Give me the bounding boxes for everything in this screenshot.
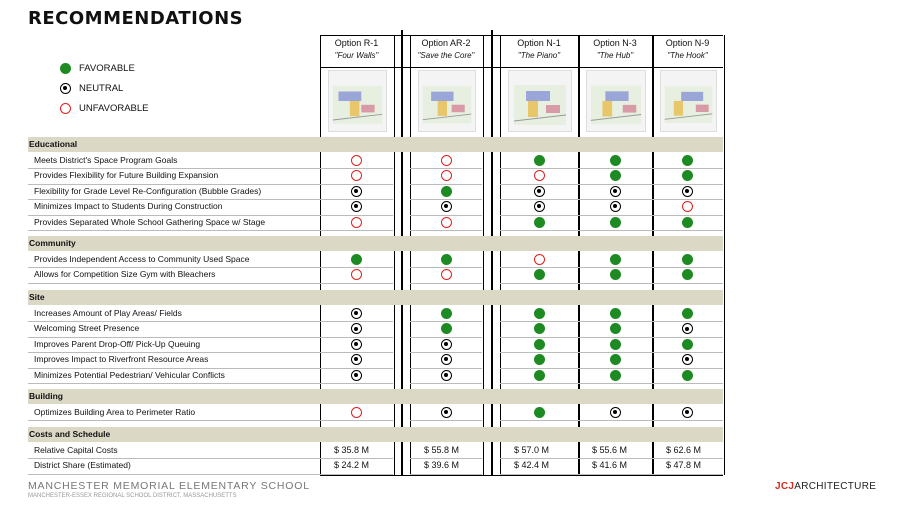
cell-divider xyxy=(500,458,578,459)
neutral-icon xyxy=(682,186,693,197)
cost-value: $ 55.8 M xyxy=(424,445,460,455)
cell-divider xyxy=(320,458,393,459)
favorable-icon xyxy=(610,354,621,365)
favorable-icon xyxy=(534,269,545,280)
cell-divider xyxy=(320,184,393,185)
cell-divider xyxy=(500,215,578,216)
favorable-icon xyxy=(534,339,545,350)
site-plan-thumbnail xyxy=(508,70,572,132)
cell-divider xyxy=(410,283,482,284)
row-divider xyxy=(28,352,320,353)
cell-divider xyxy=(652,168,723,169)
option-name: Option N-1 xyxy=(517,38,561,48)
cell-divider xyxy=(320,368,393,369)
cell-divider xyxy=(652,199,723,200)
row-divider xyxy=(28,267,320,268)
site-plan-thumbnail xyxy=(660,70,717,132)
favorable-icon xyxy=(534,407,545,418)
neutral-icon xyxy=(441,354,452,365)
cell-divider xyxy=(500,199,578,200)
section-bar xyxy=(28,389,723,404)
footer-district: MANCHESTER-ESSEX REGIONAL SCHOOL DISTRICT, MASSACHUSETTS xyxy=(28,493,237,499)
option-header xyxy=(500,35,578,60)
cost-value: $ 41.6 M xyxy=(592,460,628,471)
unfavorable-icon xyxy=(441,269,452,280)
unfavorable-icon xyxy=(534,170,545,181)
row-divider xyxy=(28,368,320,369)
neutral-icon xyxy=(534,186,545,197)
cell-divider xyxy=(320,474,393,475)
cell-divider xyxy=(578,458,652,459)
footer-logo: JCJARCHITECTURE xyxy=(775,481,877,492)
row-divider xyxy=(28,215,320,216)
option-name: Option N-9 xyxy=(665,38,710,48)
option-name: Option R-1 xyxy=(334,38,379,48)
criterion-label: Provides Flexibility for Future Building Expansion xyxy=(34,170,219,181)
favorable-icon xyxy=(610,339,621,350)
cell-divider xyxy=(578,420,652,421)
option-name: Option N-3 xyxy=(593,38,637,48)
favorable-icon xyxy=(682,217,693,228)
cell-divider xyxy=(500,352,578,353)
cell-divider xyxy=(410,337,482,338)
favorable-icon xyxy=(682,155,693,166)
criterion-label: Provides Separated Whole School Gathering Space w/ Stage xyxy=(34,216,266,227)
cell-divider xyxy=(652,267,723,268)
favorable-icon xyxy=(534,155,545,166)
option-nickname: "Save the Core" xyxy=(417,51,475,60)
criterion-label: Optimizes Building Area to Perimeter Ratio xyxy=(34,407,196,417)
cell-divider xyxy=(410,267,482,268)
cell-divider xyxy=(500,383,578,384)
neutral-icon xyxy=(610,186,621,197)
favorable-icon xyxy=(60,63,71,74)
header-bottom-line xyxy=(320,475,723,476)
cell-divider xyxy=(410,352,482,353)
group-divider xyxy=(401,30,403,475)
neutral-icon xyxy=(610,201,621,212)
cell-divider xyxy=(410,474,482,475)
row-divider xyxy=(28,184,320,185)
section-bar xyxy=(28,427,723,442)
unfavorable-icon xyxy=(351,217,362,228)
cell-divider xyxy=(500,267,578,268)
cell-divider xyxy=(652,352,723,353)
neutral-icon xyxy=(610,407,621,418)
criterion-label: Improves Impact to Riverfront Resource Areas xyxy=(34,354,209,365)
cell-divider xyxy=(578,368,652,369)
favorable-icon xyxy=(610,217,621,228)
section-bar xyxy=(28,236,723,251)
site-plan-thumbnail xyxy=(418,70,476,132)
cost-value: $ 55.6 M xyxy=(592,445,628,455)
criterion-label: Improves Parent Drop-Off/ Pick-Up Queuing xyxy=(34,338,201,349)
favorable-icon xyxy=(610,269,621,280)
cell-divider xyxy=(500,184,578,185)
favorable-icon xyxy=(534,354,545,365)
option-header xyxy=(652,35,723,60)
cell-divider xyxy=(500,283,578,284)
row-divider xyxy=(28,474,320,475)
cell-divider xyxy=(500,368,578,369)
criterion-label: Increases Amount of Play Areas/ Fields xyxy=(34,308,182,318)
cell-divider xyxy=(320,321,393,322)
header-mid-line xyxy=(320,67,723,68)
cell-divider xyxy=(578,230,652,231)
group-divider xyxy=(491,30,493,475)
neutral-icon xyxy=(441,407,452,418)
cell-divider xyxy=(578,199,652,200)
row-divider xyxy=(28,283,320,284)
neutral-icon xyxy=(441,201,452,212)
cell-divider xyxy=(410,168,482,169)
neutral-icon xyxy=(351,186,362,197)
neutral-icon xyxy=(351,308,362,319)
cell-divider xyxy=(410,215,482,216)
section-title: Educational xyxy=(29,139,78,149)
cell-divider xyxy=(578,474,652,475)
criterion-label: Provides Independent Access to Community Used Space xyxy=(34,254,250,264)
option-nickname: "The Hub" xyxy=(596,51,634,60)
cell-divider xyxy=(410,383,482,384)
cell-divider xyxy=(500,230,578,231)
cost-value: $ 42.4 M xyxy=(514,460,550,471)
cell-divider xyxy=(500,420,578,421)
row-divider xyxy=(28,458,320,459)
site-plan-thumbnail xyxy=(328,70,387,132)
cell-divider xyxy=(410,321,482,322)
row-divider xyxy=(28,168,320,169)
favorable-icon xyxy=(441,308,452,319)
cell-divider xyxy=(410,230,482,231)
section-title: Costs and Schedule xyxy=(29,429,111,439)
legend-item xyxy=(60,63,135,74)
favorable-icon xyxy=(682,339,693,350)
cell-divider xyxy=(320,215,393,216)
cell-divider xyxy=(320,337,393,338)
legend-item xyxy=(60,83,123,94)
unfavorable-icon xyxy=(534,254,545,265)
cost-value: $ 24.2 M xyxy=(334,460,370,471)
cell-divider xyxy=(652,383,723,384)
cell-divider xyxy=(578,337,652,338)
favorable-icon xyxy=(682,254,693,265)
cost-value: $ 39.6 M xyxy=(424,460,460,471)
page-title: RECOMMENDATIONS xyxy=(28,8,244,29)
favorable-icon xyxy=(610,254,621,265)
cell-divider xyxy=(652,215,723,216)
site-plan-thumbnail xyxy=(586,70,646,132)
row-divider xyxy=(28,420,320,421)
cell-divider xyxy=(652,184,723,185)
favorable-icon xyxy=(610,323,621,334)
cell-divider xyxy=(410,458,482,459)
footer-school-name: MANCHESTER MEMORIAL ELEMENTARY SCHOOL xyxy=(28,480,310,492)
favorable-icon xyxy=(351,254,362,265)
row-divider xyxy=(28,383,320,384)
criterion-label: Minimizes Impact to Students During Construction xyxy=(34,201,223,212)
cell-divider xyxy=(578,283,652,284)
neutral-icon xyxy=(441,370,452,381)
cell-divider xyxy=(652,368,723,369)
criterion-label: Relative Capital Costs xyxy=(34,445,118,455)
cell-divider xyxy=(410,184,482,185)
cell-divider xyxy=(652,230,723,231)
legend-item xyxy=(60,103,149,114)
cell-divider xyxy=(578,168,652,169)
favorable-icon xyxy=(534,217,545,228)
favorable-icon xyxy=(682,370,693,381)
cell-divider xyxy=(410,420,482,421)
cell-divider xyxy=(500,337,578,338)
favorable-icon xyxy=(610,155,621,166)
unfavorable-icon xyxy=(441,155,452,166)
option-nickname: "Four Walls" xyxy=(334,51,379,60)
cell-divider xyxy=(652,420,723,421)
cell-divider xyxy=(652,458,723,459)
favorable-icon xyxy=(610,308,621,319)
option-nickname: "The Piano" xyxy=(517,51,561,60)
unfavorable-icon xyxy=(351,155,362,166)
cost-value: $ 35.8 M xyxy=(334,445,370,455)
cell-divider xyxy=(320,352,393,353)
cell-divider xyxy=(578,383,652,384)
section-title: Site xyxy=(29,292,45,302)
section-title: Building xyxy=(29,391,63,401)
cell-divider xyxy=(320,199,393,200)
favorable-icon xyxy=(682,308,693,319)
criterion-label: Flexibility for Grade Level Re-Configuration (Bubble Grades) xyxy=(34,185,262,196)
cell-divider xyxy=(320,283,393,284)
favorable-icon xyxy=(441,254,452,265)
cell-divider xyxy=(652,337,723,338)
cell-divider xyxy=(500,168,578,169)
cell-divider xyxy=(578,184,652,185)
favorable-icon xyxy=(534,323,545,334)
cell-divider xyxy=(500,321,578,322)
legend-label: NEUTRAL xyxy=(79,83,124,94)
option-header xyxy=(320,35,393,60)
cell-divider xyxy=(652,474,723,475)
favorable-icon xyxy=(534,308,545,319)
section-bar xyxy=(28,137,723,152)
cell-divider xyxy=(578,352,652,353)
option-header xyxy=(578,35,652,60)
cell-divider xyxy=(652,283,723,284)
cell-divider xyxy=(578,321,652,322)
criterion-label: Minimizes Potential Pedestrian/ Vehicular Conflicts xyxy=(34,369,225,380)
favorable-icon xyxy=(610,170,621,181)
legend-label: FAVORABLE xyxy=(79,63,135,74)
cell-divider xyxy=(578,215,652,216)
criterion-label: District Share (Estimated) xyxy=(34,460,131,471)
neutral-icon xyxy=(351,339,362,350)
legend-label: UNFAVORABLE xyxy=(79,103,149,114)
section-bar xyxy=(28,290,723,305)
criterion-label: Meets District's Space Program Goals xyxy=(34,155,178,165)
cell-divider xyxy=(652,321,723,322)
cost-value: $ 47.8 M xyxy=(666,460,702,471)
cell-divider xyxy=(500,474,578,475)
header-top-line xyxy=(320,35,723,36)
cell-divider xyxy=(578,267,652,268)
cell-divider xyxy=(410,199,482,200)
option-nickname: "The Hook" xyxy=(667,51,708,60)
neutral-icon xyxy=(351,370,362,381)
neutral-icon xyxy=(441,339,452,350)
unfavorable-icon xyxy=(441,217,452,228)
section-title: Community xyxy=(29,238,76,248)
option-header xyxy=(410,35,482,60)
criterion-label: Welcoming Street Presence xyxy=(34,323,140,334)
favorable-icon xyxy=(441,186,452,197)
cell-divider xyxy=(410,368,482,369)
unfavorable-icon xyxy=(441,170,452,181)
row-divider xyxy=(28,199,320,200)
unfavorable-icon xyxy=(351,407,362,418)
neutral-icon xyxy=(60,83,71,94)
cell-divider xyxy=(320,383,393,384)
favorable-icon xyxy=(441,323,452,334)
cell-divider xyxy=(320,420,393,421)
cost-value: $ 57.0 M xyxy=(514,445,550,455)
row-divider xyxy=(28,321,320,322)
favorable-icon xyxy=(534,370,545,381)
cell-divider xyxy=(320,267,393,268)
row-divider xyxy=(28,230,320,231)
cell-divider xyxy=(320,168,393,169)
neutral-icon xyxy=(682,407,693,418)
favorable-icon xyxy=(610,370,621,381)
criterion-label: Allows for Competition Size Gym with Bleachers xyxy=(34,269,216,280)
row-divider xyxy=(28,337,320,338)
cost-value: $ 62.6 M xyxy=(666,445,702,455)
unfavorable-icon xyxy=(60,103,71,114)
cell-divider xyxy=(320,230,393,231)
option-name: Option AR-2 xyxy=(421,38,471,48)
neutral-icon xyxy=(534,201,545,212)
